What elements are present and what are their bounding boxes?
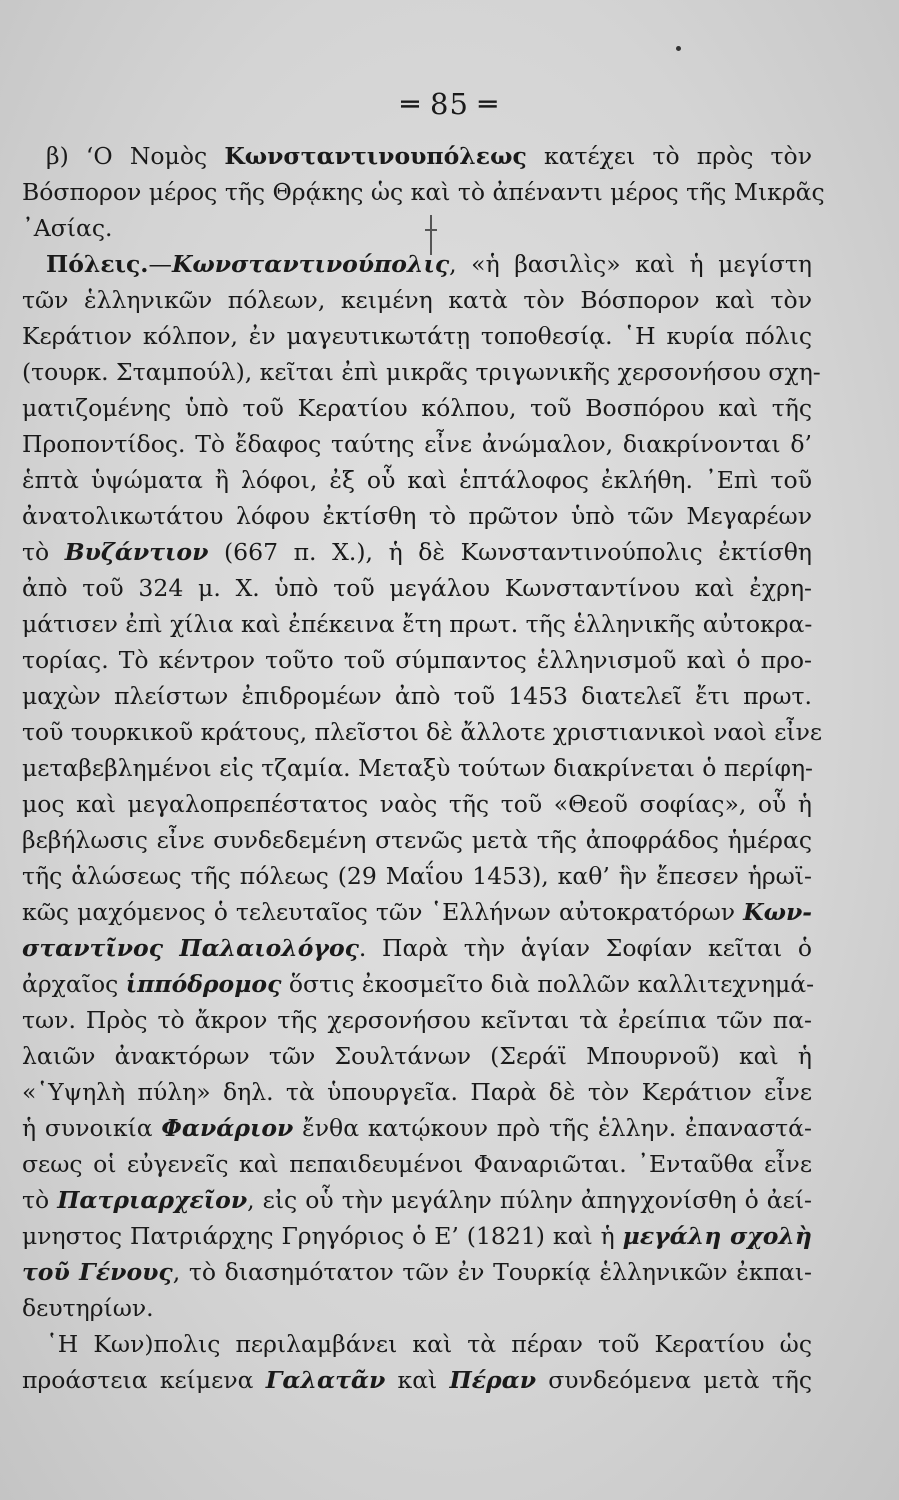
text-segment: κῶς μαχόμενος ὁ τελευταῖος τῶν ῾Ελλήνων αὐτοκρατόρων: [22, 898, 744, 926]
text-segment: β) ‘Ο Νομὸς: [46, 142, 225, 170]
text-line: [22, 1110, 812, 1146]
text-line: [22, 750, 812, 786]
text-segment: , «ἡ βασιλὶς» καὶ ἡ μεγίστη: [449, 250, 812, 278]
emphasized-text: Πέραν: [449, 1366, 537, 1394]
text-line: [22, 894, 812, 930]
text-segment: (667 π. Χ.), ἡ δὲ Κωνσταντινούπολις ἐκτίσθη: [208, 538, 812, 566]
text-segment: μεταβεβλημένοι εἰς τζαμία. Μεταξὺ τούτων διακρίνεται ὁ περίφη-: [22, 754, 813, 782]
page-number: ═ 85 ═: [401, 87, 498, 121]
text-line: [22, 1362, 812, 1398]
text-segment: ὅστις ἐκοσμεῖτο διὰ πολλῶν καλλιτεχνημά-: [281, 970, 815, 998]
emphasized-text: σταντῖνος Παλαιολόγος: [22, 934, 359, 962]
text-segment: ἑπτὰ ὑψώματα ἢ λόφοι, ἐξ οὗ καὶ ἑπτάλοφος ἐκλήθη. ᾽Επὶ τοῦ: [22, 466, 812, 494]
text-segment: . Παρὰ τὴν ἁγίαν Σοφίαν κεῖται ὁ: [358, 934, 812, 962]
text-line: [22, 1038, 812, 1074]
text-segment: ἀνατολικωτάτου λόφου ἐκτίσθη τὸ πρῶτον ὑπὸ τῶν Μεγαρέων: [22, 502, 812, 530]
text-segment: Κεράτιον κόλπον, ἐν μαγευτικωτάτῃ τοποθεσίᾳ. ῾Η κυρία πόλις: [22, 322, 812, 350]
text-segment: των. Πρὸς τὸ ἄκρον τῆς χερσονήσου κεῖνται τὰ ἐρείπια τῶν πα-: [22, 1006, 812, 1034]
ink-speck: [676, 46, 681, 51]
emphasized-text: Φανάριον: [161, 1114, 294, 1142]
emphasized-text: ἱππόδρομος: [125, 970, 282, 998]
text-line: [22, 1074, 812, 1110]
text-line: [22, 174, 825, 210]
emphasized-text: Πόλεις.: [46, 250, 149, 278]
text-line: [22, 858, 812, 894]
text-line: [22, 282, 812, 318]
text-segment: τορίας. Τὸ κέντρον τοῦτο τοῦ σύμπαντος ἑλληνισμοῦ καὶ ὁ προ-: [22, 646, 812, 674]
emphasized-text: Κωνσταντινούπολις: [172, 250, 450, 278]
body-text: [22, 138, 825, 1398]
emphasized-text: μεγάλη σχολὴ: [622, 1222, 812, 1250]
text-segment: λαιῶν ἀνακτόρων τῶν Σουλτάνων (Σεράϊ Μπουρνοῦ) καὶ ἡ: [22, 1042, 812, 1070]
text-line: [22, 498, 812, 534]
text-line: [22, 1326, 812, 1362]
text-segment: τὸ: [22, 538, 65, 566]
text-line: [22, 1146, 812, 1182]
text-segment: μαχὼν πλείστων ἐπιδρομέων ἀπὸ τοῦ 1453 διατελεῖ ἔτι πρωτ.: [22, 682, 812, 710]
text-segment: τοῦ τουρκικοῦ κράτους, πλεῖστοι δὲ ἄλλοτε χριστιανικοὶ ναοὶ εἶνε: [22, 718, 823, 746]
text-segment: ματιζομένης ὑπὸ τοῦ Κερατίου κόλπου, τοῦ Βοσπόρου καὶ τῆς: [22, 394, 812, 422]
text-segment: προάστεια κείμενα: [22, 1366, 266, 1394]
text-line: [22, 210, 812, 246]
text-segment: συνδεόμενα μετὰ τῆς: [536, 1366, 812, 1394]
text-segment: βεβήλωσις εἶνε συνδεδεμένη στενῶς μετὰ τῆς ἀποφράδος ἡμέρας: [22, 826, 812, 854]
text-line: [22, 642, 812, 678]
text-line: [22, 246, 812, 282]
text-line: [22, 534, 812, 570]
text-segment: σεως οἱ εὐγενεῖς καὶ πεπαιδευμένοι Φαναριῶται. ᾽Ενταῦθα εἶνε: [22, 1150, 812, 1178]
text-line: [22, 354, 821, 390]
text-line: [22, 714, 823, 750]
text-segment: —: [148, 250, 172, 278]
text-line: [22, 426, 812, 462]
text-line: [22, 1218, 812, 1254]
text-segment: , εἰς οὗ τὴν μεγάλην πύλην ἀπηγχονίσθη ὁ ἀεί-: [247, 1186, 812, 1214]
text-line: [22, 822, 812, 858]
text-segment: Προποντίδος. Τὸ ἔδαφος ταύτης εἶνε ἀνώμαλον, διακρίνονται δ’: [22, 430, 812, 458]
text-segment: , τὸ διασημότατον τῶν ἐν Τουρκίᾳ ἑλληνικῶν ἐκπαι-: [172, 1258, 812, 1286]
text-segment: τὸ: [22, 1186, 58, 1214]
text-segment: καὶ: [385, 1366, 450, 1394]
text-segment: μνηστος Πατριάρχης Γρηγόριος ὁ Ε’ (1821) καὶ ἡ: [22, 1222, 623, 1250]
text-segment: κατέχει τὸ πρὸς τὸν: [526, 142, 812, 170]
text-segment: ἔνθα κατῴκουν πρὸ τῆς ἑλλην. ἐπαναστά-: [293, 1114, 812, 1142]
emphasized-text: τοῦ Γένους: [22, 1258, 173, 1286]
text-line: [22, 1254, 812, 1290]
text-line: [22, 966, 815, 1002]
text-segment: ἀρχαῖος: [22, 970, 126, 998]
emphasized-text: Κωνσταντινουπόλεως: [224, 142, 527, 170]
emphasized-text: Βυζάντιον: [64, 538, 209, 566]
text-line: [22, 1290, 812, 1326]
text-line: [22, 786, 812, 822]
emphasized-text: Γαλατᾶν: [265, 1366, 386, 1394]
text-segment: δευτηρίων.: [22, 1294, 154, 1322]
text-line: [22, 1182, 812, 1218]
text-line: [22, 930, 812, 966]
text-line: [22, 1002, 812, 1038]
text-segment: ἀπὸ τοῦ 324 μ. Χ. ὑπὸ τοῦ μεγάλου Κωνσταντίνου καὶ ἐχρη-: [22, 574, 812, 602]
emphasized-text: Κων-: [743, 898, 812, 926]
text-segment: ᾽Ασίας.: [22, 214, 113, 242]
text-line: [22, 570, 812, 606]
text-segment: (τουρκ. Σταμπούλ), κεῖται ἐπὶ μικρᾶς τριγωνικῆς χερσονήσου σχη-: [22, 358, 821, 386]
text-segment: τῶν ἑλληνικῶν πόλεων, κειμένη κατὰ τὸν Βόσπορον καὶ τὸν: [22, 286, 812, 314]
text-line: [22, 138, 812, 174]
text-segment: μος καὶ μεγαλοπρεπέστατος ναὸς τῆς τοῦ «Θεοῦ σοφίας», οὗ ἡ: [22, 790, 812, 818]
text-segment: Βόσπορον μέρος τῆς Θρᾴκης ὡς καὶ τὸ ἀπέναντι μέρος τῆς Μικρᾶς: [22, 178, 825, 206]
text-segment: ἡ συνοικία: [22, 1114, 162, 1142]
emphasized-text: Πατριαρχεῖον: [57, 1186, 248, 1214]
text-line: [22, 606, 812, 642]
text-segment: μάτισεν ἐπὶ χίλια καὶ ἐπέκεινα ἔτη πρωτ. τῆς ἑλληνικῆς αὐτοκρα-: [22, 610, 813, 638]
text-segment: ῾Η Κων)πολις περιλαμβάνει καὶ τὰ πέραν τοῦ Κερατίου ὡς: [46, 1330, 812, 1358]
text-line: [22, 318, 812, 354]
text-line: [22, 390, 812, 426]
text-line: [22, 462, 812, 498]
text-line: [22, 678, 812, 714]
text-segment: τῆς ἁλώσεως τῆς πόλεως (29 Μαΐου 1453), καθ’ ἣν ἔπεσεν ἡρωϊ-: [22, 862, 812, 890]
text-segment: «῾Υψηλὴ πύλη» δηλ. τὰ ὑπουργεῖα. Παρὰ δὲ τὸν Κεράτιον εἶνε: [22, 1078, 812, 1106]
